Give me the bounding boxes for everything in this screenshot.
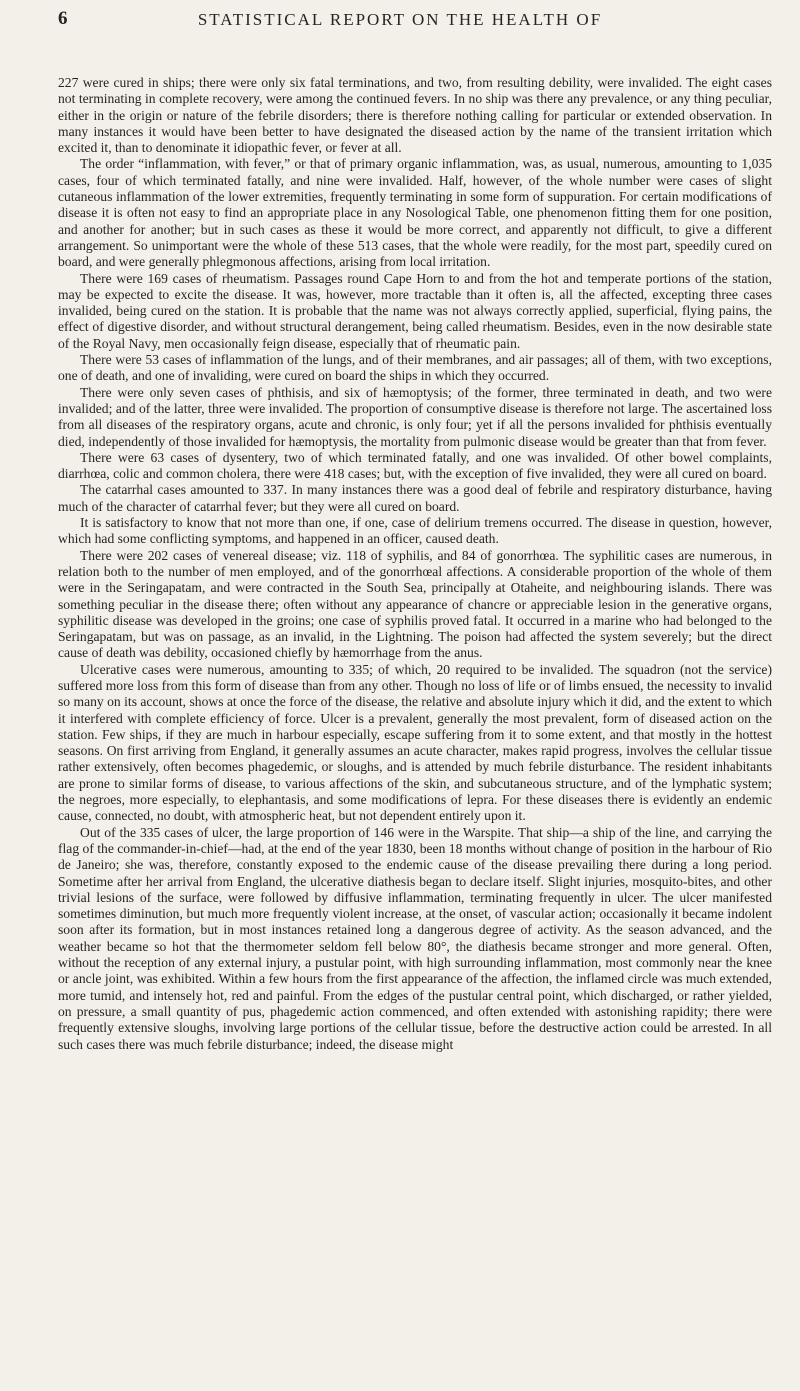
paragraph-warspite: Out of the 335 cases of ulcer, the large proportion of 146 were in the Warspite. That ship—a ship of the line, and carrying the flag of the commander-in-chief—had, at the end of the year 1830, been 18 months without change of position in the harbour of Rio de Janeiro; she was, therefore, constantly exposed to the endemic cause of the disease prevailing there during a long period. Sometime after her arrival from England, the ulcerative diathesis began to declare itself. Slight injuries, mosquito-bites, and other trivial lesions of the surface, were followed by diffusive inflammation, terminating frequently in ulcer. The ulcer manifested sometimes diminution, but much more frequently violent increase, at the onset, of vascular action; occasionally it became indolent soon after its formation, but in most instances retained long a dangerous degree of activity. As the season advanced, and the weather became so hot that the thermometer seldom fell below 80°, the diathesis became stronger and more general. Often, without the reception of any external injury, a pustular point, with high surrounding inflammation, most commonly near the knee or ancle joint, was exhibited. Within a few hours from the first appearance of the affection, the inflamed circle was much extended, more tumid, and intensely hot, red and painful. From the edges of the pustular central point, which discharged, or rather yielded, on pressure, a small quantity of pus, phagedemic action commenced, and often extended with astonishing rapidity; there were frequently extensive sloughs, involving large portions of the cellular tissue, before the destructive action could be arrested. In all such cases there was much febrile disturbance; indeed, the disease might: [58, 824, 772, 1052]
paragraph-dysentery: There were 63 cases of dysentery, two of which terminated fatally, and one was invalided. Of other bowel complaints, diarrhœa, colic and common cholera, there were 418 cases; but, with the exception of five invalided, they were all cured on board.: [58, 449, 772, 482]
paragraph-inflammation: The order “inflammation, with fever,” or that of primary organic inflammation, was, as usual, numerous, amounting to 1,035 cases, four of which terminated fatally, and nine were invalided. Half, however, of the whole number were cases of slight cutaneous inflammation of the lower extremities, frequently terminating in some form of suppuration. For certain modifications of disease it is often not easy to find an appropriate place in any Nosological Table, one phenomenon fitting them for one position, and another for another; but in such cases as these it would be more correct, and apparently not difficult, to give a different arrangement. So unimportant were the whole of these 513 cases, that the whole were readily, for the most part, speedily cured on board, and were generally phlegmonous affections, arising from local irritation.: [58, 156, 772, 270]
page-header: [0, 4, 800, 38]
page-number: 6: [58, 8, 68, 29]
paragraph-rheumatism: There were 169 cases of rheumatism. Passages round Cape Horn to and from the hot and temperate portions of the station, may be expected to excite the disease. It was, however, more tractable than it often is, all the affected, excepting three cases invalided, being cured on the station. It is probable that the name was not always correctly applied, superficial, flying pains, the effect of digestive disorder, and without structural derangement, being called rheumatism. Besides, even in the now desirable state of the Royal Navy, men occasionally feign disease, especially that of rheumatic pain.: [58, 270, 772, 351]
running-head: STATISTICAL REPORT ON THE HEALTH OF: [197, 10, 603, 29]
report-body: [58, 75, 772, 1053]
paragraph-ulcerative: Ulcerative cases were numerous, amounting to 335; of which, 20 required to be invalided. The squadron (not the service) suffered more loss from this form of disease than from any other. Though no loss of life or of limbs ensued, the necessity to invalid so many on its account, shows at once the force of the disease, the relative and absolute injury which it did, and the extent to which it interfered with complete efficiency of force. Ulcer is a prevalent, generally the most prevalent, form of diseased action on the station. Few ships, if they are much in harbour especially, escape suffering from it to some extent, and that mostly in the hottest seasons. On first arriving from England, it generally assumes an acute character, makes rapid progress, involves the cellular tissue rather extensively, often becomes phagedemic, or sloughs, and is attended by much febrile disturbance. The resident inhabitants are prone to similar forms of disease, to various affections of the skin, and subcutaneous structure, and of the lymphatic system; the negroes, more especially, to elephantasis, and some modifications of lepra. For these diseases there is evidently an endemic cause, connected, no doubt, with atmospheric heat, but not dependent entirely upon it.: [58, 661, 772, 824]
paragraph-lungs: There were 53 cases of inflammation of the lungs, and of their membranes, and air passages; all of them, with two exceptions, one of death, and one of invaliding, were cured on board the ships in which they occurred.: [58, 352, 772, 384]
paragraph-venereal: There were 202 cases of venereal disease; viz. 118 of syphilis, and 84 of gonorrhœa. The syphilitic cases are numerous, in relation both to the number of men employed, and of the gonorrhœal affections. A considerable proportion of the whole of them were in the Seringapatam, and were contracted in the South Sea, principally at Otaheite, and neighbouring islands. There was something peculiar in the disease there; often without any appearance of chancre or appreciable lesion in the generative organs, syphilitic disease was developed in the groins; one case of syphilis proved fatal. It occurred in a marine who had belonged to the Seringapatam, but was on passage, as an invalid, in the Lightning. The poison had affected the system severely; but the direct cause of death was debility, occasioned chiefly by hæmorrhage from the anus.: [58, 547, 772, 661]
paragraph-delirium-tremens: It is satisfactory to know that not more than one, if one, case of delirium tremens occurred. The disease in question, however, which had some conflicting symptoms, and happened in an officer, caused death.: [58, 515, 772, 547]
paragraph-phthisis: There were only seven cases of phthisis, and six of hæmoptysis; of the former, three terminated in death, and two were invalided; and of the latter, three were invalided. The proportion of consumptive disease is therefore not large. The ascertained loss from all diseases of the respiratory organs, acute and chronic, is only four; yet if all the persons invalided for phthisis eventually died, independently of those invalided for hæmoptysis, the mortality from pulmonic disease would be greater than that from fever.: [58, 384, 772, 449]
paragraph-catarrhal: The catarrhal cases amounted to 337. In many instances there was a good deal of febrile and respiratory disturbance, having much of the character of catarrhal fever; but they were all cured on board.: [58, 482, 772, 514]
paragraph-fevers-continued: 227 were cured in ships; there were only six fatal terminations, and two, from resulting debility, were invalided. The eight cases not terminating in complete recovery, were among the continued fevers. In no ship was there any prevalence, or any thing peculiar, either in the origin or nature of the febrile disorders; there is therefore nothing calling for particular or extended observation. In many instances it would have been better to have designated the diseased action by the name of the transient irritation which excited it, than to denominate it idiopathic fever, or fever at all.: [58, 75, 772, 156]
